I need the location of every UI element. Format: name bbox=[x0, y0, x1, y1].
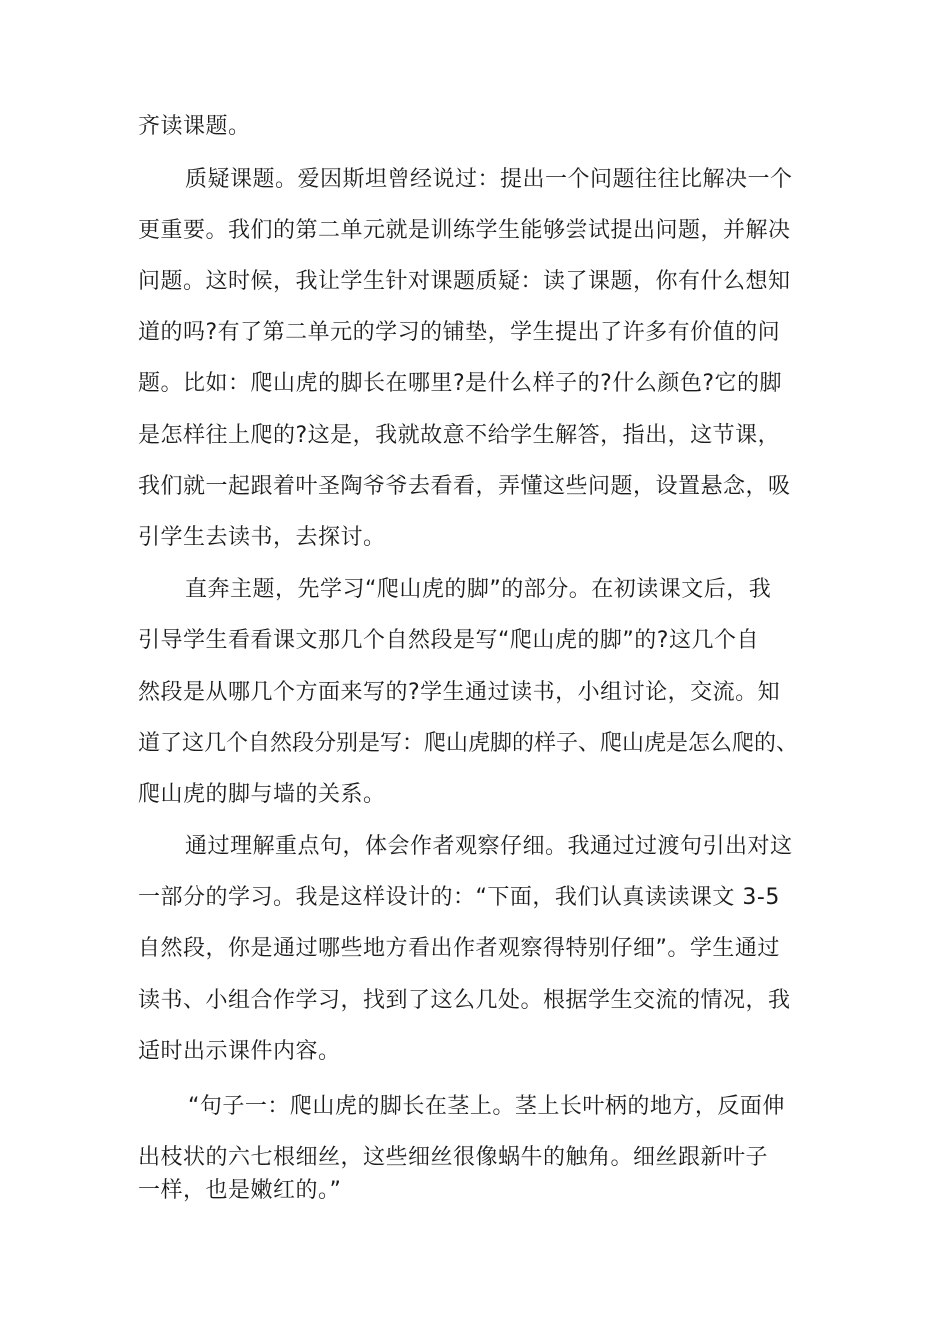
text-line: 读书、小组合作学习，找到了这么几处。根据学生交流的情况，我 bbox=[138, 988, 791, 1013]
text-line: 问题。这时候，我让学生针对课题质疑：读了课题，你有什么想知 bbox=[138, 269, 791, 294]
paragraph-first-line: 通过理解重点句，体会作者观察仔细。我通过过渡句引出对这 bbox=[185, 834, 793, 859]
text-line: 我们就一起跟着叶圣陶爷爷去看看，弄懂这些问题，设置悬念，吸 bbox=[138, 474, 791, 499]
text-line: 是怎样往上爬的?这是，我就故意不给学生解答，指出，这节课， bbox=[138, 423, 781, 448]
text-line: 齐读课题。 bbox=[138, 114, 251, 139]
text-line: 爬山虎的脚与墙的关系。 bbox=[138, 782, 386, 807]
paragraph-first-line: 直奔主题，先学习“爬山虎的脚”的部分。在初读课文后，我 bbox=[185, 577, 772, 602]
text-line: 一部分的学习。我是这样设计的：“下面，我们认真读读课文 3-5 bbox=[138, 885, 780, 910]
text-line: 更重要。我们的第二单元就是训练学生能够尝试提出问题，并解决 bbox=[138, 218, 791, 243]
text-line: 题。比如：爬山虎的脚长在哪里?是什么样子的?什么颜色?它的脚 bbox=[138, 371, 783, 396]
text-line: 引导学生看看课文那几个自然段是写“爬山虎的脚”的?这几个自 bbox=[138, 628, 759, 653]
text-line: 自然段，你是通过哪些地方看出作者观察得特别仔细”。学生通过 bbox=[138, 936, 780, 961]
text-line: 引学生去读书，去探讨。 bbox=[138, 525, 386, 550]
text-line: 然段是从哪几个方面来写的?学生通过读书，小组讨论，交流。知 bbox=[138, 680, 781, 705]
text-line: 道了这几个自然段分别是写：爬山虎脚的样子、爬山虎是怎么爬的、 bbox=[138, 731, 799, 756]
text-line: 出枝状的六七根细丝，这些细丝很像蜗牛的触角。细丝跟新叶子 bbox=[138, 1145, 769, 1170]
text-line: 道的吗?有了第二单元的学习的铺垫，学生提出了许多有价值的问 bbox=[138, 320, 781, 345]
text-line: 适时出示课件内容。 bbox=[138, 1039, 341, 1064]
paragraph-first-line: 质疑课题。爱因斯坦曾经说过：提出一个问题往往比解决一个 bbox=[185, 167, 793, 192]
text-line: 一样，也是嫩红的。” bbox=[138, 1178, 342, 1203]
quote-first-line: “句子一：爬山虎的脚长在茎上。茎上长叶柄的地方，反面伸 bbox=[188, 1094, 785, 1119]
